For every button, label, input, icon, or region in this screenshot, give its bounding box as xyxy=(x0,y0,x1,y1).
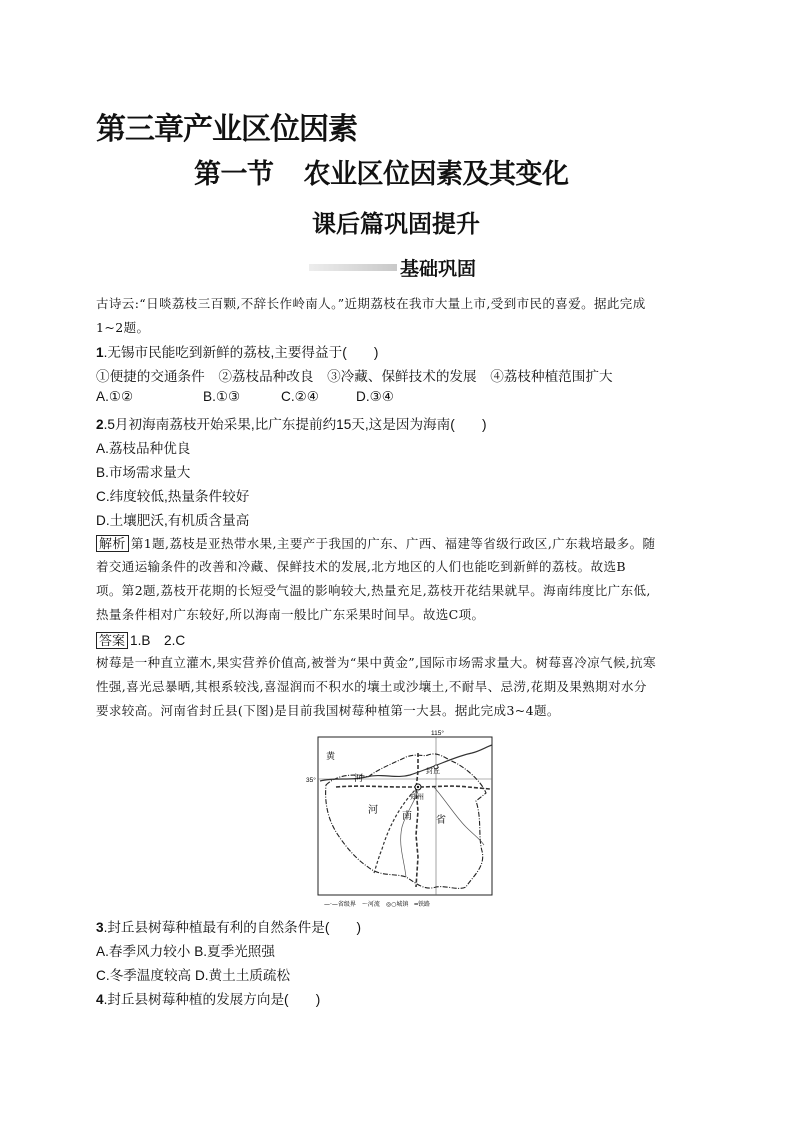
answer-label: 答案 xyxy=(96,632,128,649)
passage2-line3: 要求较高。河南省封丘县(下图)是目前我国树莓种植第一大县。据此完成3~4题。 xyxy=(96,703,560,718)
q3-stem-text: .封丘县树莓种植最有利的自然条件是( ) xyxy=(103,920,362,935)
analysis-line3: 项。第2题,荔枝开花期的长短受气温的影响较大,热量充足,荔枝开花结果就早。海南纬度比广东低, xyxy=(96,583,651,598)
q2-option-c[interactable]: C.纬度较低,热量条件较好 xyxy=(96,489,250,504)
province-char-3: 省 xyxy=(436,815,446,826)
zhengzhou-label: 郑州 xyxy=(410,793,424,801)
section-name: 农业区位因素及其变化 xyxy=(303,159,569,190)
analysis-line1-text: 第1题,荔枝是亚热带水果,主要产于我国的广东、广西、福建等省级行政区,广东栽培最多。随 xyxy=(130,536,656,551)
passage1-line1: 古诗云:“日啖荔枝三百颗,不辞长作岭南人。”近期荔枝在我市大量上市,受到市民的喜爱。据此完成 xyxy=(96,296,646,311)
chapter-title: 第三章产业区位因素 xyxy=(96,112,357,147)
q1-options xyxy=(96,389,394,405)
answer-text: 1.B 2.C xyxy=(130,633,186,648)
section-prefix: 第一节 xyxy=(194,159,274,190)
section-bar-decoration xyxy=(309,264,397,271)
q3-options-ab xyxy=(96,940,275,960)
passage2-line1: 树莓是一种直立灌木,果实营养价值高,被誉为“果中黄金”,国际市场需求量大。树莓喜冷凉气候,抗寒 xyxy=(96,655,656,670)
q1-number: 1 xyxy=(96,345,104,360)
province-char-1: 河 xyxy=(368,805,378,816)
q1-option-c[interactable]: C.②④ xyxy=(281,389,319,404)
q3-option-c[interactable]: C.冬季温度较高 xyxy=(96,968,192,983)
river-label-huang: 黄 xyxy=(326,752,336,762)
q2-option-a[interactable]: A.荔枝品种优良 xyxy=(96,441,191,456)
passage2-line2: 性强,喜光忌暴晒,其根系较浅,喜湿润而不积水的壤土或沙壤土,不耐旱、忌涝,花期及果熟期对水分 xyxy=(96,679,647,694)
zhengzhou-marker-dot xyxy=(417,786,419,788)
q1-statements: ①便捷的交通条件 ②荔枝品种改良 ③冷藏、保鲜技术的发展 ④荔枝种植范围扩大 xyxy=(96,369,613,384)
q2-number: 2 xyxy=(96,417,104,432)
q1-stem xyxy=(96,341,378,361)
q3-option-b[interactable]: B.夏季光照强 xyxy=(194,944,275,959)
q2-option-b[interactable]: B.市场需求量大 xyxy=(96,465,191,480)
analysis-line2: 着交通运输条件的改善和冷藏、保鲜技术的发展,北方地区的人们也能吃到新鲜的荔枝。故选B xyxy=(96,559,626,574)
answer-line xyxy=(96,629,185,649)
q1-stem-text: .无锡市民能吃到新鲜的荔枝,主要得益于( ) xyxy=(103,345,379,360)
q4-stem xyxy=(96,988,320,1008)
lon-label: 115° xyxy=(431,730,444,737)
map-legend: —·—省级界 ～河流 ◎○城镇 ═铁路 xyxy=(324,901,430,908)
analysis-line1 xyxy=(96,533,655,552)
fengqiu-label: 封丘 xyxy=(426,767,440,775)
q1-option-a[interactable]: A.①② xyxy=(96,389,134,404)
page-subtitle: 课后篇巩固提升 xyxy=(312,210,480,238)
analysis-line4: 热量条件相对广东较好,所以海南一般比广东采果时间早。故选C项。 xyxy=(96,607,485,622)
section-title xyxy=(194,152,569,191)
q4-stem-text: .封丘县树莓种植的发展方向是( ) xyxy=(103,992,321,1007)
basic-consolidation-heading: 基础巩固 xyxy=(400,258,477,280)
river-label-he: 河 xyxy=(354,774,364,784)
q3-options-cd xyxy=(96,964,290,984)
q1-option-b[interactable]: B.①③ xyxy=(203,389,241,404)
q4-number: 4 xyxy=(96,992,104,1007)
q3-option-a[interactable]: A.春季风力较小 xyxy=(96,944,191,959)
q2-stem xyxy=(96,413,486,433)
analysis-label: 解析 xyxy=(96,535,129,552)
henan-map xyxy=(306,727,496,909)
q3-number: 3 xyxy=(96,920,104,935)
province-char-2: 南 xyxy=(402,811,412,822)
q2-stem-text: .5月初海南荔枝开始采果,比广东提前约15天,这是因为海南( ) xyxy=(103,417,487,432)
lat-label: 35° xyxy=(306,777,316,784)
q3-option-d[interactable]: D.黄土土质疏松 xyxy=(194,968,291,983)
q3-stem xyxy=(96,916,361,936)
q2-option-d[interactable]: D.土壤肥沃,有机质含量高 xyxy=(96,513,250,528)
q1-option-d[interactable]: D.③④ xyxy=(356,389,394,404)
passage1-line2: 1~2题。 xyxy=(96,320,150,335)
